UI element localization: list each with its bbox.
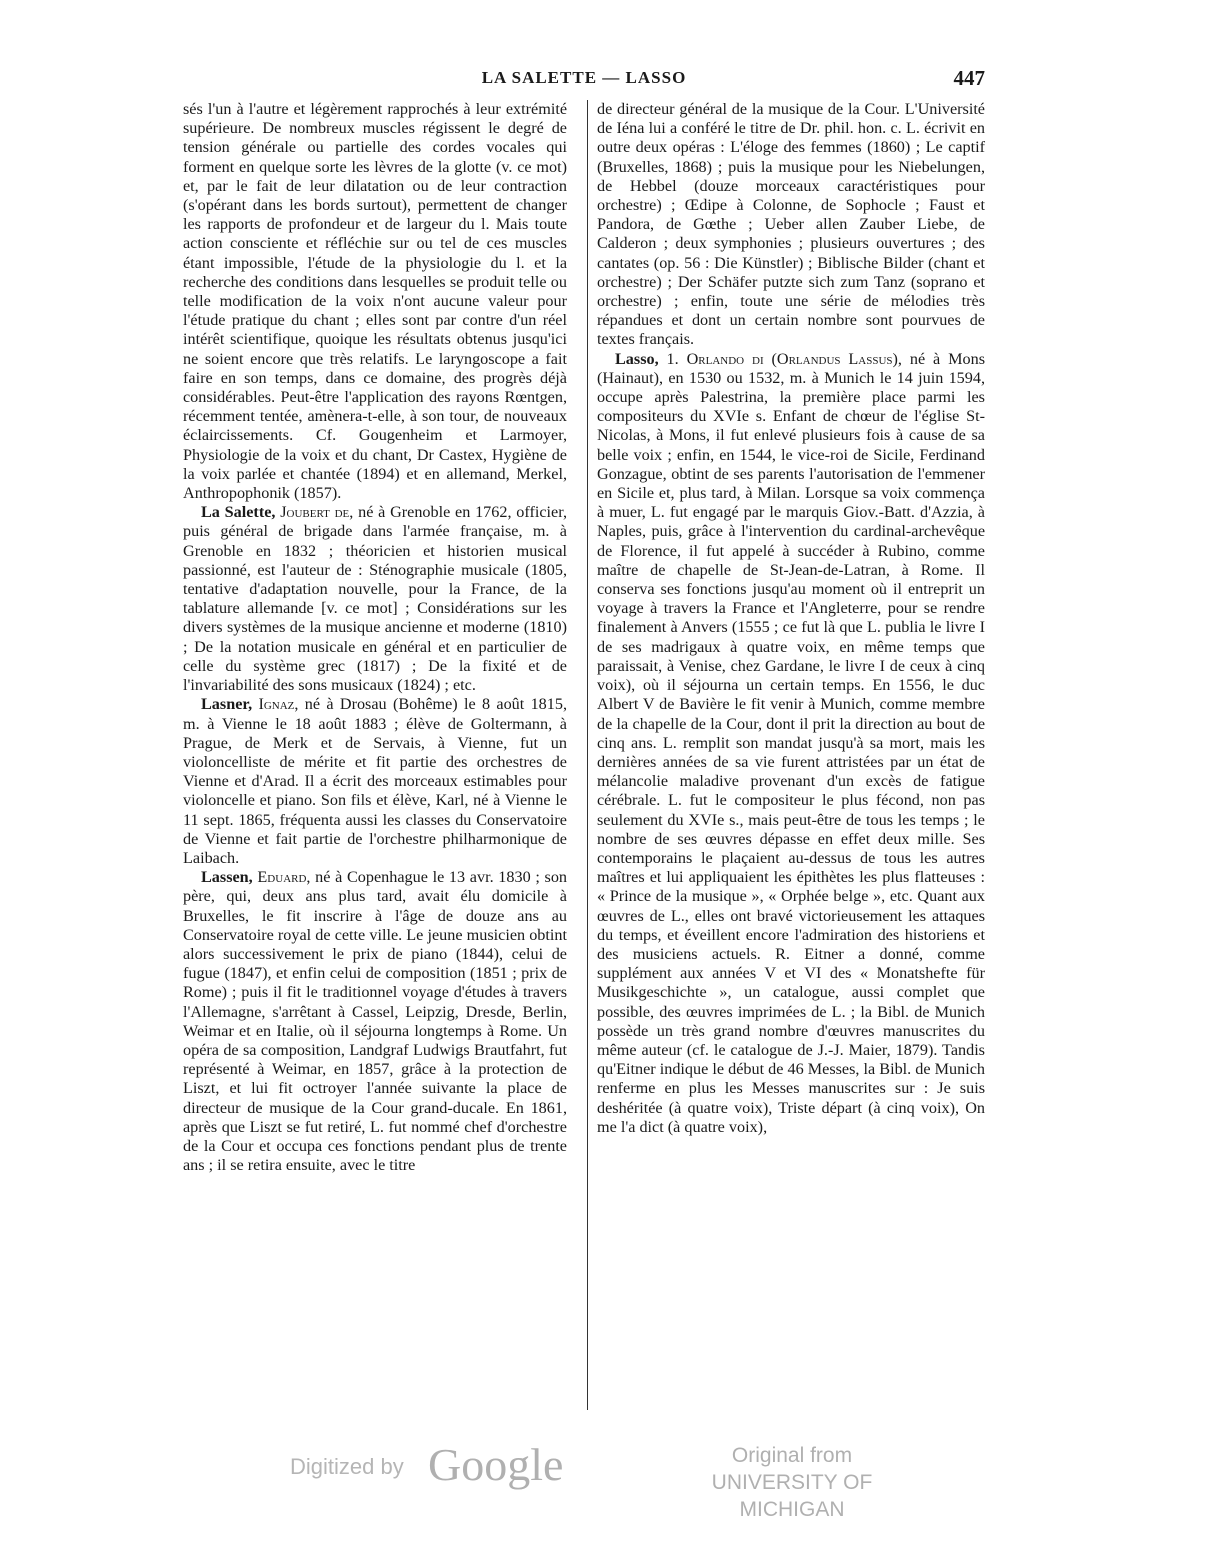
forename-orlando: 1. Orlando di (Orlandus Lassus),	[666, 349, 902, 368]
digitization-footer	[0, 1438, 1207, 1521]
original-from-label: Original from	[731, 1444, 853, 1467]
entry-lassen	[183, 868, 567, 1175]
right-column	[597, 100, 985, 1137]
paragraph-larynx-continued: sés l'un à l'autre et légèrement rapprochés à leur extrémité supérieure. De nombreux muscles régissent le degré de tension générale ou partielle des cordes vocales qui forment en quelque sorte les lèvres de la glotte (v. ce mot) et, par le fait de leur dilatation ou de leur contraction (s'opérant dans les bords surtout), permettent de changer les rapports de profondeur et de largeur du l. Mais toute action consciente et réfléchie sur ou tel de ces muscles étant impossible, l'étude de la physiologie du l. et la recherche des conditions dans lesquelles se produit telle ou telle modification de la voix n'ont aucune valeur pour l'étude pratique du chant ; elles sont par contre d'un réel intérêt scientifique, quoique les résultats obtenus jusqu'ici ne soient encore que très relatifs. Le laryngoscope a fait faire en son temps, dans ce domaine, des progrès déjà considérables. Peut-être l'application des rayons Rœntgen, récemment tentée, amènera-t-elle, à son tour, de nouveaux éclaircissements. Cf. Gougenheim et Larmoyer, Physiologie de la voix et du chant, Dr Castex, Hygiène de la voix parlée et chantée (1894) et en allemand, Merkel, Anthropophonik (1857).	[183, 100, 567, 503]
headword-la-salette: La Salette,	[201, 503, 276, 522]
running-title: LA SALETTE — LASSO	[481, 68, 687, 87]
forename-eduard: Eduard,	[257, 868, 311, 887]
headword-lasner: Lasner,	[201, 695, 253, 714]
entry-text-lasner: né à Drosau (Bohême) le 8 août 1815, m. à Vienne le 18 août 1883 ; élève de Goltermann, à Prague, de Merk et de Servais, à Vienne, fut un violoncelliste de mérite et fit partie des orchestres de Vienne et d'Arad. Il a écrit des morceaux estimables pour violoncelle et piano. Son fils et élève, Karl, né à Vienne le 11 sept. 1865, fréquenta aussi les classes du Conservatoire de Vienne et fait partie de l'orchestre philharmonique de Laibach.	[183, 695, 568, 867]
entry-text-lasso: né à Mons (Hainaut), en 1530 ou 1532, m. à Munich le 14 juin 1594, occupe après Palestrina, la première place parmi les compositeurs du XVIe s. Enfant de chœur de l'église St-Nicolas, à Mons, il fut enlevé plusieurs fois à cause de sa belle voix ; enfin, en 1544, le vice-roi de Sicile, Ferdinand Gonzague, obtint de ses parents l'autorisation de l'emmener en Sicile et, plus tard, à Milan. Lorsque sa voix commença à muer, L. fut engagé par le marquis Giov.-Batt. d'Azzia, à Naples, puis, grâce à l'intervention du cardinal-archevêque de Florence, il fut appelé à succéder à Rubino, comme maître de chapelle de St-Jean-de-Latran, à Rome. Il conserva ses fonctions jusqu'au moment où il entreprit un voyage à travers la France et l'Angleterre, pour se rendre finalement à Anvers (1555 ; ce fut là que L. publia le livre I de ses madrigaux à quatre voix, en même temps que paraissait, à Venise, chez Gardane, le livre I de ceux à cinq voix), où il séjourna un certain temps. En 1556, le duc Albert V de Bavière le fit venir à Munich, comme membre de la chapelle de la Cour, dont il prit la direction au bout de cinq ans. L. remplit son mandat jusqu'à sa mort, mais les dernières années de sa vie furent attristées par un état de mélancolie maladive provenant d'un excès de fatigue cérébrale. L. fut le compositeur le plus fécond, non pas seulement du XVIe s., mais peut-être de tous les temps ; le nombre de ses œuvres dépasse en effet deux mille. Ses contemporains le plaçaient au-dessus de tous les autres maîtres et lui appliquaient les épithètes les plus flatteuses : « Prince de la musique », « Orphée belge », etc. Quant aux œuvres de L., elles ont bravé victorieusement les attaques du temps, et éveillent encore l'admiration des historiens et des musiciens actuels. R. Eitner a donné, comme supplément aux années V et VI des « Monatshefte für Musikgeschichte », un catalogue, aussi complet que possible, des œuvres imprimées de L. ; la Bibl. de Munich possède un très grand nombre d'œuvres manuscrites du même auteur (cf. le catalogue de J.-J. Maier, 1879). Tandis qu'Eitner indique le début de 46 Messes, la Bibl. de Munich renferme en plus les Messes manuscrites sur : Je suis deshéritée (à quatre voix), Triste départ (à cinq voix), On me l'a dict (à quatre voix),	[597, 349, 986, 1136]
column-divider	[587, 100, 588, 1410]
entry-lasso	[597, 350, 985, 1137]
digitized-by-label: Digitized by	[290, 1454, 404, 1479]
original-source-label	[668, 1442, 916, 1523]
forename-ignaz: Ignaz,	[258, 695, 299, 714]
headword-lasso: Lasso,	[615, 349, 659, 368]
entry-la-salette	[183, 503, 567, 695]
headword-lassen: Lassen,	[201, 868, 253, 887]
paragraph-lassen-continued: de directeur général de la musique de la Cour. L'Université de Iéna lui a conféré le titre de Dr. phil. hon. c. L. écrivit en outre deux opéras : L'éloge des femmes (1860) ; Le captif (Bruxelles, 1868) ; puis la musique pour les Niebelungen, de Hebbel (douze morceaux caractéristiques pour orchestre) ; Œdipe à Colonne, de Sophocle ; Faust et Pandora, de Gœthe ; Ueber allen Zauber Liebe, de Calderon ; deux symphonies ; plusieurs ouvertures ; des cantates (op. 56 : Die Künstler) ; Biblische Bilder (chant et orchestre) ; Der Schäfer putzte sich zum Tanz (soprano et orchestre) ; enfin, toute une série de mélodies très répandues et dont un certain nombre sont pourvues de textes français.	[597, 100, 985, 349]
forename-joubert: Joubert de,	[280, 503, 354, 522]
left-column	[183, 100, 567, 1175]
page-number: 447	[953, 66, 985, 90]
google-logo: Google	[428, 1439, 564, 1490]
page-header	[183, 66, 985, 92]
entry-text-lassen: né à Copenhague le 13 avr. 1830 ; son père, qui, deux ans plus tard, avait élu domicile à Bruxelles, le fit inscrire à l'âge de douze ans au Conservatoire royal de cette ville. Le jeune musicien obtint alors successivement le prix de piano (1844), celui de fugue (1847), et enfin celui de composition (1851 ; prix de Rome) ; puis il fit le traditionnel voyage d'études à travers l'Allemagne, s'arrêtant à Cassel, Leipzig, Dresde, Berlin, Weimar et en Italie, où il séjourna longtemps à Rome. Un opéra de sa composition, Landgraf Ludwigs Brautfahrt, fut représenté à Weimar, en 1857, grâce à la protection de Liszt, et lui fit octroyer l'année suivante la place de directeur de musique de la Cour grand-ducale. En 1861, après que Liszt se fut retiré, L. fut nommé chef d'orchestre de la Cour et occupa ces fonctions pendant plus de trente ans ; il se retira ensuite, avec le titre	[183, 868, 568, 1175]
university-name: UNIVERSITY OF MICHIGAN	[711, 1471, 873, 1521]
entry-text-la-salette: né à Grenoble en 1762, officier, puis général de brigade dans l'armée française, m. à Grenoble en 1832 ; théoricien et historien musical passionné, est l'auteur de : Sténographie musicale (1805, tentative d'adaptation nouvelle, pour la France, de la tablature allemande [v. ce mot] ; Considérations sur les divers systèmes de la musique ancienne et moderne (1810) ; De la notation musicale en général et en particulier de celle du système grec (1817) ; De la fixité et de l'invariabilité des sons musicaux (1824) ; etc.	[183, 503, 568, 695]
entry-lasner	[183, 695, 567, 868]
